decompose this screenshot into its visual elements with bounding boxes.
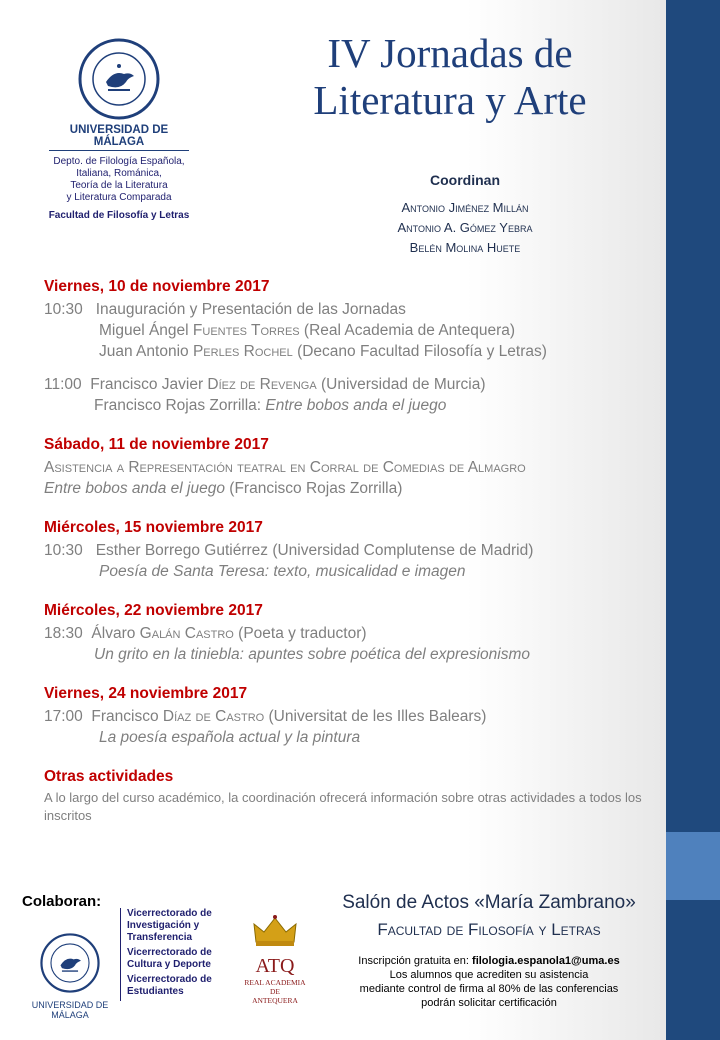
venue-block <box>318 892 660 1010</box>
university-seal-icon <box>78 38 160 120</box>
talk-line: Francisco Rojas Zorrilla: Entre bobos anda el juego <box>94 397 447 414</box>
session-line: 10:30 Inauguración y Presentación de las Jornadas <box>44 301 406 318</box>
university-seal-icon <box>40 933 100 993</box>
sidebar-stripe <box>666 832 720 900</box>
registration-info: Inscripción gratuita en: filologia.espanola1@uma.es Los alumnos que acrediten su asistencia mediante control de firma al 80% de las conferencias podrán solicitar certificación <box>358 955 620 1009</box>
vice-rectorate: Vicerrectorado de Cultura y Deporte <box>127 947 212 970</box>
university-logo-block <box>44 38 194 221</box>
event-date: Miércoles, 22 noviembre 2017 <box>44 602 263 619</box>
crown-icon <box>250 914 300 948</box>
coordinators <box>360 172 570 258</box>
talk-line: La poesía española actual y la pintura <box>99 729 361 746</box>
department: Depto. de Filología Española, Italiana, Románica, Teoría de la Literatura y Literatura Comparada <box>53 156 185 203</box>
faculty-name: Facultad de Filosofía y Letras <box>48 210 190 221</box>
sidebar-band <box>666 0 720 1040</box>
session-line: Asistencia a Representación teatral en Corral de Comedias de Almagro <box>44 459 526 476</box>
event-date: Viernes, 24 noviembre 2017 <box>44 685 248 702</box>
coordinator-name: Belén Molina Huete <box>409 240 521 255</box>
vice-rectorate: Vicerrectorado de Investigación y Transferencia <box>127 908 212 943</box>
event-date: Sábado, 11 de noviembre 2017 <box>44 436 269 453</box>
vice-rectorate: Vicerrectorado de Estudiantes <box>127 974 212 997</box>
speaker-line: Miguel Ángel Fuentes Torres (Real Academia de Antequera) <box>99 322 516 339</box>
page-title: IV Jornadas de Literatura y Arte <box>313 30 587 123</box>
session-line: 17:00 Francisco Díaz de Castro (Universitat de les Illes Balears) <box>44 708 487 725</box>
session-line: 11:00 Francisco Javier Díez de Revenga (Universidad de Murcia) <box>44 376 486 393</box>
atq-letters: ATQ <box>255 955 295 977</box>
other-activities-heading: Otras actividades <box>44 768 174 785</box>
speaker-line: Juan Antonio Perles Rochel (Decano Facultad Filosofía y Letras) <box>99 343 547 360</box>
coordinators-heading: Coordinan <box>430 172 500 188</box>
event-date: Miércoles, 15 noviembre 2017 <box>44 519 263 536</box>
university-name: UNIVERSIDAD DE MÁLAGA <box>49 124 189 151</box>
other-activities-text: A lo largo del curso académico, la coordinación ofrecerá información sobre otras actividades a todos los inscritos <box>44 790 642 823</box>
footer-university-name: UNIVERSIDAD DE MÁLAGA <box>31 1000 109 1020</box>
venue-name: Salón de Actos «María Zambrano» <box>342 892 636 913</box>
program <box>44 278 654 825</box>
vice-rectorates <box>120 908 247 1001</box>
collaborators-label: Colaboran: <box>22 893 102 910</box>
talk-line: Entre bobos anda el juego (Francisco Rojas Zorrilla) <box>44 480 403 497</box>
event-date: Viernes, 10 de noviembre 2017 <box>44 278 270 295</box>
talk-line: Un grito en la tiniebla: apuntes sobre poética del expresionismo <box>94 646 530 663</box>
talk-line: Poesía de Santa Teresa: texto, musicalidad e imagen <box>99 563 466 580</box>
venue-faculty: Facultad de Filosofía y Letras <box>377 920 601 939</box>
footer-university-logo <box>20 933 120 1020</box>
coordinator-name: Antonio A. Gómez Yebra <box>397 220 533 235</box>
coordinator-name: Antonio Jiménez Millán <box>401 200 529 215</box>
session-line: 18:30 Álvaro Galán Castro (Poeta y traductor) <box>44 625 367 642</box>
atq-logo: ATQ REAL ACADEMIA DE ANTEQUERA <box>240 914 310 1005</box>
registration-email[interactable]: filologia.espanola1@uma.es <box>472 955 620 967</box>
session-line: 10:30 Esther Borrego Gutiérrez (Universidad Complutense de Madrid) <box>44 542 534 559</box>
